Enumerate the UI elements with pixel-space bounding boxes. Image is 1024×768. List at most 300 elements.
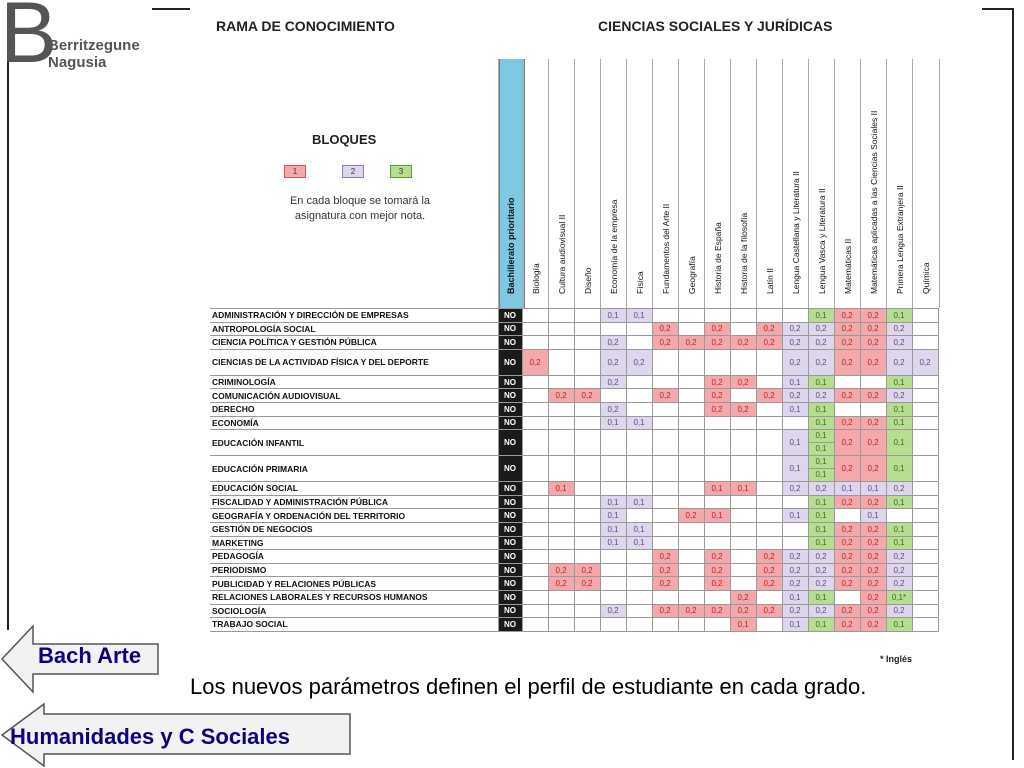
weight-cell: 0,1: [808, 536, 834, 550]
weight-cell: [548, 522, 574, 536]
weight-cell: 0,1: [808, 522, 834, 536]
weight-cell: 0,2: [886, 604, 912, 618]
weight-cell: 0,2: [860, 618, 886, 632]
subject-header-label: Historia de España: [713, 222, 723, 294]
weight-cell: [522, 522, 548, 536]
subject-column-header: [704, 59, 731, 308]
weight-cell: [860, 402, 886, 416]
weight-cell: [574, 522, 600, 536]
weight-cell: [548, 590, 574, 604]
weight-cell: 0,2: [574, 563, 600, 577]
weight-cell: 0,1: [600, 536, 626, 550]
weight-cell: [782, 416, 808, 430]
weight-cell: [574, 456, 600, 482]
weight-cell: [756, 482, 782, 496]
weight-cell: [522, 550, 548, 564]
degree-name: TRABAJO SOCIAL: [210, 618, 498, 632]
title-rama: RAMA DE CONOCIMIENTO: [216, 18, 395, 34]
weight-cell: [678, 456, 704, 482]
weight-cell: [678, 402, 704, 416]
weight-cell: [652, 456, 678, 482]
table-row: [210, 550, 938, 564]
weight-cell: 0,2: [860, 349, 886, 375]
degree-name: FISCALIDAD Y ADMINISTRACIÓN PÚBLICA: [210, 495, 498, 509]
weight-cell: 0,2: [704, 322, 730, 336]
weight-cell: 0,2: [704, 402, 730, 416]
subject-column-header: [808, 59, 835, 308]
weight-cell: [678, 375, 704, 389]
weight-cell: 0,2: [860, 456, 886, 482]
weight-cell: [522, 430, 548, 456]
weight-cell: 0,2: [600, 375, 626, 389]
weight-cell: [574, 430, 600, 456]
weight-cell: 0,2: [548, 577, 574, 591]
weight-cell: 0,2: [808, 482, 834, 496]
weight-cell: 0,1: [730, 482, 756, 496]
weight-cell: 0,2: [704, 577, 730, 591]
weight-cell: [678, 416, 704, 430]
weight-cell: [522, 604, 548, 618]
subject-header-label: Primera Lengua Extranjera II: [895, 185, 905, 294]
table-row: [210, 309, 938, 323]
weight-cell: [574, 375, 600, 389]
weight-cell: [912, 509, 938, 523]
weight-cell: [834, 375, 860, 389]
weight-cell: [548, 550, 574, 564]
weight-cell: 0,2: [548, 563, 574, 577]
priority-cell: NO: [498, 536, 522, 550]
weight-cell: 0,2: [704, 604, 730, 618]
weight-cell: [678, 482, 704, 496]
weight-cell: 0,2: [704, 336, 730, 350]
weight-cell: 0,2: [886, 389, 912, 403]
weight-cell: 0,1: [808, 402, 834, 416]
weight-cell: 0,2: [886, 550, 912, 564]
weight-cell: 0,2: [834, 577, 860, 591]
priority-cell: NO: [498, 430, 522, 456]
weight-cell: 0,2: [860, 430, 886, 456]
weight-cell: [730, 389, 756, 403]
weight-cell: 0,2: [834, 604, 860, 618]
weight-cell: [912, 522, 938, 536]
weight-cell: 0,2: [834, 456, 860, 482]
subject-column-header: [652, 59, 679, 308]
weight-cell: [626, 375, 652, 389]
degree-name: ECONOMÍA: [210, 416, 498, 430]
weight-cell: [704, 456, 730, 482]
weight-cell: 0,1: [704, 482, 730, 496]
weight-cell: 0,1: [860, 509, 886, 523]
weight-cell: [652, 536, 678, 550]
priority-cell: NO: [498, 482, 522, 496]
weight-cell: 0,1: [886, 536, 912, 550]
weight-cell: 0,2: [782, 550, 808, 564]
subject-column-header: [756, 59, 783, 308]
weight-cell: [548, 618, 574, 632]
weight-cell: 0,2: [860, 495, 886, 509]
weight-cell: [912, 482, 938, 496]
weight-cell: [548, 416, 574, 430]
weight-cell: [574, 349, 600, 375]
weight-cell: [652, 430, 678, 456]
weight-cell: 0,2: [782, 389, 808, 403]
weight-cell: 0,2: [704, 550, 730, 564]
weight-cell: 0,1: [886, 618, 912, 632]
weight-cell: [522, 563, 548, 577]
weight-cell: 0,1: [782, 375, 808, 389]
weight-cell: [912, 590, 938, 604]
weight-cell: [522, 309, 548, 323]
frame-top-border: [152, 8, 190, 10]
weight-cell: [626, 336, 652, 350]
weight-cell: [912, 416, 938, 430]
weight-value: 0,1: [809, 442, 834, 455]
weight-cell: [730, 495, 756, 509]
priority-cell: NO: [498, 550, 522, 564]
weight-cell: 0,2: [808, 349, 834, 375]
priority-cell: NO: [498, 577, 522, 591]
weight-cell: 0,2: [860, 416, 886, 430]
weight-cell: 0,2: [860, 336, 886, 350]
bloques-title: BLOQUES: [312, 132, 377, 147]
weight-cell: 0,2: [808, 336, 834, 350]
weight-cell: [626, 550, 652, 564]
weight-cell: 0,2: [834, 618, 860, 632]
weight-cell: [678, 349, 704, 375]
weight-cell: 0,2: [860, 563, 886, 577]
weight-cell: 0,2: [834, 563, 860, 577]
weight-cell: 0,1: [600, 495, 626, 509]
subject-column-header: [782, 59, 809, 308]
weight-cell: [574, 322, 600, 336]
weight-cell: [678, 522, 704, 536]
weight-cell: [730, 309, 756, 323]
table-row: [210, 495, 938, 509]
weight-cell: [678, 563, 704, 577]
weight-cell: 0,1: [600, 509, 626, 523]
weight-cell: [522, 389, 548, 403]
degree-name: ADMINISTRACIÓN Y DIRECCIÓN DE EMPRESAS: [210, 309, 498, 323]
weight-cell: [522, 590, 548, 604]
weight-cell: 0,2: [886, 349, 912, 375]
weight-cell: 0,2: [652, 577, 678, 591]
weight-cell: 0,1: [782, 456, 808, 482]
table-row: [210, 389, 938, 403]
subject-column-header: [912, 59, 939, 308]
weight-cell: [600, 577, 626, 591]
weight-cell: 0,2: [860, 522, 886, 536]
bloques-note: En cada bloque se tomará la asignatura con mejor nota.: [289, 195, 431, 222]
weight-cell: 0,2: [704, 563, 730, 577]
weight-cell: 0,2: [886, 336, 912, 350]
weight-value: 0,1: [809, 468, 834, 481]
weight-cell: [548, 430, 574, 456]
weight-cell: [808, 430, 834, 456]
weight-cell: [756, 309, 782, 323]
weight-cell: [756, 349, 782, 375]
weight-cell: 0,2: [756, 336, 782, 350]
weight-cell: [912, 563, 938, 577]
subject-header-label: Geografía: [687, 256, 697, 294]
weight-cell: 0,2: [860, 604, 886, 618]
table-row: [210, 336, 938, 350]
weight-cell: 0,2: [730, 402, 756, 416]
weight-cell: [704, 522, 730, 536]
weight-cell: [626, 389, 652, 403]
weight-cell: 0,2: [886, 482, 912, 496]
subject-header-label: Economía de la empresa: [609, 199, 619, 294]
column-end-line: [939, 59, 940, 308]
weight-cell: [912, 495, 938, 509]
weight-cell: [626, 618, 652, 632]
weight-cell: [652, 522, 678, 536]
weight-cell: [626, 402, 652, 416]
degree-name: SOCIOLOGÍA: [210, 604, 498, 618]
weight-cell: [886, 509, 912, 523]
weight-cell: [756, 522, 782, 536]
weight-cell: [912, 322, 938, 336]
weight-cell: 0,2: [860, 550, 886, 564]
weight-cell: [600, 322, 626, 336]
subject-column-header: [626, 59, 653, 308]
weight-cell: 0,2: [730, 604, 756, 618]
bach-arte-button[interactable]: [0, 624, 160, 694]
degree-name: EDUCACIÓN PRIMARIA: [210, 456, 498, 482]
priority-cell: NO: [498, 522, 522, 536]
weight-value: 0,1: [815, 457, 827, 467]
priority-cell: NO: [498, 590, 522, 604]
weight-cell: [600, 482, 626, 496]
weight-cell: [756, 456, 782, 482]
weight-cell: [756, 375, 782, 389]
subject-header-label: Física: [635, 271, 645, 294]
weight-cell: 0,2: [678, 336, 704, 350]
weight-cell: [782, 309, 808, 323]
weight-cell: 0,2: [808, 604, 834, 618]
table-row: [210, 509, 938, 523]
subject-header-label: Lengua Vasca y Literatura II: [817, 188, 827, 294]
weight-cell: 0,2: [886, 577, 912, 591]
priority-column-header: [498, 59, 523, 308]
degree-name: GESTIÓN DE NEGOCIOS: [210, 522, 498, 536]
subject-column-header: [886, 59, 913, 308]
weight-cell: [548, 509, 574, 523]
weight-cell: [652, 482, 678, 496]
table-row: [210, 590, 938, 604]
weight-cell: [548, 456, 574, 482]
logo-line2: Nagusia: [48, 54, 107, 71]
weight-cell: 0,2: [652, 389, 678, 403]
weight-cell: 0,1: [860, 482, 886, 496]
weight-cell: [626, 577, 652, 591]
weight-cell: [626, 604, 652, 618]
weight-cell: [678, 550, 704, 564]
weight-cell: [756, 416, 782, 430]
weight-cell: [730, 456, 756, 482]
weight-cell: [522, 336, 548, 350]
degree-name: EDUCACIÓN INFANTIL: [210, 430, 498, 456]
weight-cell: [600, 389, 626, 403]
weight-cell: [600, 618, 626, 632]
subject-header-label: Diseño: [583, 267, 593, 294]
weight-cell: [652, 590, 678, 604]
subjects-table: [210, 308, 939, 632]
weight-cell: [678, 322, 704, 336]
weight-cell: 0,2: [652, 604, 678, 618]
weight-cell: [522, 482, 548, 496]
weight-cell: 0,2: [860, 309, 886, 323]
weight-cell: [574, 604, 600, 618]
degree-name: GEOGRAFÍA Y ORDENACIÓN DEL TERRITORIO: [210, 509, 498, 523]
weight-cell: 0,2: [834, 322, 860, 336]
weight-cell: 0,2: [704, 375, 730, 389]
weight-cell: [834, 509, 860, 523]
weight-cell: 0,2: [860, 389, 886, 403]
degree-name: PEDAGOGÍA: [210, 550, 498, 564]
weight-cell: [912, 550, 938, 564]
weight-cell: [704, 618, 730, 632]
weight-cell: 0,2: [834, 389, 860, 403]
weight-cell: [652, 509, 678, 523]
weight-cell: [730, 509, 756, 523]
weight-cell: [522, 618, 548, 632]
weight-cell: [678, 618, 704, 632]
weight-cell: [574, 509, 600, 523]
degree-name: CIENCIAS DE LA ACTIVIDAD FÍSICA Y DEL DEPORTE: [210, 349, 498, 375]
priority-cell: NO: [498, 495, 522, 509]
weight-cell: 0,2: [600, 349, 626, 375]
priority-cell: NO: [498, 322, 522, 336]
weight-cell: 0,2: [652, 550, 678, 564]
weight-cell: 0,1: [626, 536, 652, 550]
weight-value: 0,1: [815, 431, 827, 441]
priority-cell: NO: [498, 349, 522, 375]
weight-cell: [574, 416, 600, 430]
subject-header-label: Latín II: [765, 268, 775, 294]
weight-cell: [704, 590, 730, 604]
weight-cell: [522, 509, 548, 523]
weight-cell: 0,1: [886, 375, 912, 389]
degree-name: PERIODISMO: [210, 563, 498, 577]
weight-cell: 0,1: [886, 456, 912, 482]
weight-cell: [574, 402, 600, 416]
weight-cell: 0,2: [834, 430, 860, 456]
degree-name: CRIMINOLOGÍA: [210, 375, 498, 389]
priority-cell: NO: [498, 402, 522, 416]
weight-cell: [730, 550, 756, 564]
weight-cell: [548, 536, 574, 550]
weight-cell: [574, 618, 600, 632]
table-row: [210, 577, 938, 591]
weight-cell: [704, 309, 730, 323]
weight-cell: 0,2: [808, 550, 834, 564]
priority-cell: NO: [498, 389, 522, 403]
subject-column-header: [548, 59, 575, 308]
subject-column-header: [574, 59, 601, 308]
weight-cell: [678, 495, 704, 509]
weight-cell: 0,1: [730, 618, 756, 632]
weight-cell: [522, 402, 548, 416]
weight-cell: 0,2: [678, 509, 704, 523]
weight-cell: 0,1: [808, 495, 834, 509]
degree-name: EDUCACIÓN SOCIAL: [210, 482, 498, 496]
weight-cell: 0,2: [834, 336, 860, 350]
weight-cell: 0,1: [600, 416, 626, 430]
weight-cell: [808, 456, 834, 482]
subject-header-label: Lengua Castellana y Literatura II: [791, 171, 801, 294]
weight-cell: 0,1: [808, 309, 834, 323]
weight-cell: [912, 456, 938, 482]
weight-cell: 0,1: [782, 402, 808, 416]
weight-cell: [912, 309, 938, 323]
weight-cell: 0,2: [782, 349, 808, 375]
weight-cell: [756, 495, 782, 509]
weight-cell: [548, 604, 574, 618]
weight-cell: [782, 522, 808, 536]
weight-cell: [912, 618, 938, 632]
degree-name: ANTROPOLOGÍA SOCIAL: [210, 322, 498, 336]
logo-line1: Berritzegune: [48, 37, 140, 54]
weight-cell: 0,2: [782, 563, 808, 577]
weight-cell: 0,2: [600, 402, 626, 416]
weight-cell: [704, 495, 730, 509]
weight-cell: [756, 402, 782, 416]
weight-cell: [678, 536, 704, 550]
weight-cell: [574, 495, 600, 509]
weight-cell: [912, 604, 938, 618]
weight-cell: 0,1: [886, 495, 912, 509]
table-row: [210, 536, 938, 550]
frame-right-border: [1012, 8, 1014, 760]
table-row: [210, 618, 938, 632]
weight-cell: 0,2: [860, 322, 886, 336]
priority-cell: NO: [498, 309, 522, 323]
weight-cell: 0,2: [626, 349, 652, 375]
weight-cell: [600, 550, 626, 564]
weight-cell: [522, 322, 548, 336]
weight-cell: [678, 590, 704, 604]
table-row: [210, 416, 938, 430]
humanidades-button[interactable]: [0, 702, 352, 768]
weight-cell: [574, 309, 600, 323]
weight-cell: 0,2: [730, 375, 756, 389]
weight-cell: 0,2: [782, 604, 808, 618]
weight-cell: 0,1*: [886, 590, 912, 604]
subject-header-label: Fundamentos del Arte II: [661, 203, 671, 294]
weight-cell: 0,1: [808, 590, 834, 604]
weight-cell: 0,2: [756, 550, 782, 564]
weight-cell: 0,1: [600, 309, 626, 323]
weight-cell: 0,2: [860, 590, 886, 604]
weight-cell: [574, 482, 600, 496]
weight-cell: 0,2: [860, 577, 886, 591]
weight-cell: 0,1: [626, 416, 652, 430]
subject-column-header: [678, 59, 705, 308]
subject-column-header: [834, 59, 861, 308]
priority-header-label: Bachillerato prioritario: [506, 197, 516, 294]
table-row: [210, 375, 938, 389]
weight-cell: 0,2: [756, 604, 782, 618]
weight-cell: [678, 430, 704, 456]
weight-cell: [574, 590, 600, 604]
weight-cell: 0,1: [782, 590, 808, 604]
weight-cell: [626, 509, 652, 523]
weight-cell: 0,1: [886, 402, 912, 416]
weight-cell: [782, 495, 808, 509]
weight-cell: [652, 495, 678, 509]
weight-cell: 0,1: [782, 509, 808, 523]
weight-cell: [600, 456, 626, 482]
